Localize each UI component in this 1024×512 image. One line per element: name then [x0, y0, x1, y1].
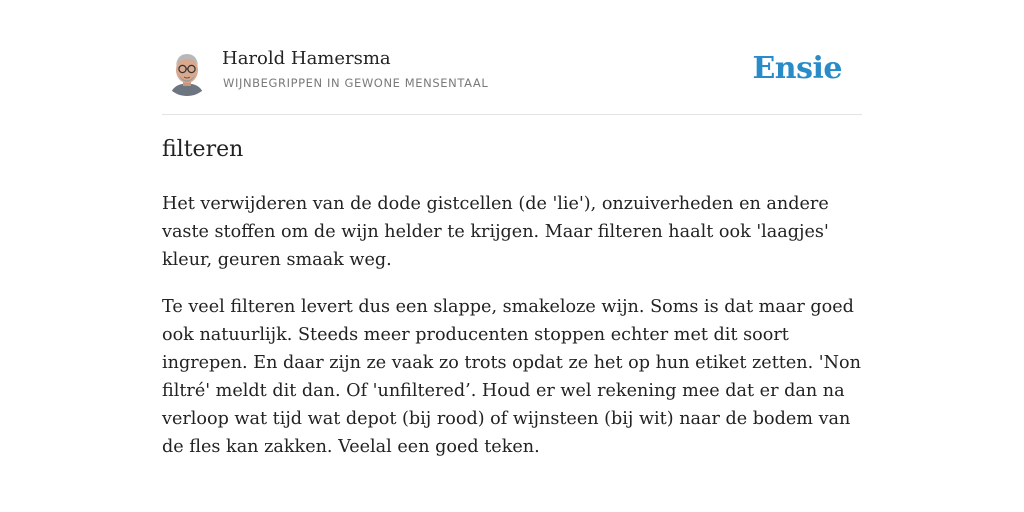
author-name[interactable]: Harold Hamersma	[222, 48, 391, 69]
entry-body	[162, 190, 862, 480]
brand-logo[interactable]: Ensie	[752, 51, 842, 86]
avatar[interactable]	[162, 46, 212, 96]
author-subtitle: WIJNBEGRIPPEN IN GEWONE MENSENTAAL	[223, 76, 489, 90]
entry-title: filteren	[162, 137, 244, 162]
entry-paragraph: Het verwijderen van de dode gistcellen (de 'lie'), onzuiverheden en andere vaste stoffen om de wijn helder te krijgen. Maar filteren haalt ook 'laagjes' kleur, geuren smaak weg.	[162, 194, 829, 270]
entry-paragraph: Te veel filteren levert dus een slappe, smakeloze wijn. Soms is dat maar goed ook natuurlijk. Steeds meer producenten stoppen echter met dit soort ingrepen. En daar zijn ze vaak zo trots opdat ze het op hun etiket zetten. 'Non filtré' meldt dit dan. Of 'unfiltered’. Houd er wel rekening mee dat er dan na verloop wat tijd wat depot (bij rood) of wijnsteen (bij wit) naar de bodem van de fles kan zakken. Veelal een goed teken.	[162, 297, 861, 457]
header	[162, 44, 862, 115]
author-portrait-icon	[162, 46, 212, 96]
